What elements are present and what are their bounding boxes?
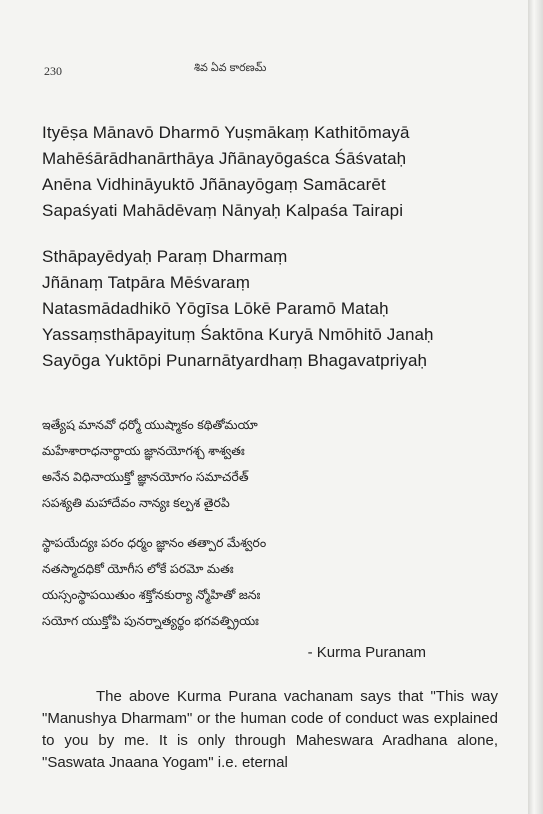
verse-line: Mahēśārādhanārthāya Jñānayōgaśca Śāśvataḥ [42, 149, 407, 168]
body-paragraph [42, 686, 498, 774]
verse-line: Sthāpayēdyaḥ Paraṃ Dharmaṃ [42, 247, 288, 266]
transliterated-verses [42, 120, 502, 374]
running-title: శివ ఏవ కారణమ్ [194, 62, 267, 74]
page-header [44, 64, 488, 84]
stanza-gap [42, 516, 502, 530]
telugu-verse-line: సయోగ యుక్తోపి పునర్నాత్యర్థం భగవత్ప్రియః [42, 614, 259, 628]
telugu-verse-line: నతస్మాదధికో యోగీస లోకే పరమో మతః [42, 562, 234, 576]
source-attribution: - Kurma Puranam [307, 644, 426, 661]
telugu-verse-line: అనేన విధినాయుక్తో జ్ఞానయోగం సమాచరేత్ [42, 470, 249, 484]
telugu-verse-line: స్థాపయేద్యః పరం ధర్మం జ్ఞానం తత్పార మేశ్వరం [42, 536, 267, 550]
verse-stanza-1 [42, 120, 502, 224]
telugu-verse-line: మహేశారాధనార్థాయ జ్ఞానయోగశ్చ శాశ్వతః [42, 444, 245, 458]
telugu-verses [42, 412, 502, 634]
verse-line: Natasmādadhikō Yōgīsa Lōkē Paramō Mataḥ [42, 299, 389, 318]
verse-line: Yassaṃsthāpayituṃ Śaktōna Kuryā Nmōhitō Janaḥ [42, 325, 434, 344]
telugu-verse-line: యస్సంస్థాపయితుం శక్తోనకుర్యా న్మోహితో జనః [42, 588, 261, 602]
verse-line: Ityēṣa Mānavō Dharmō Yuṣmākaṃ Kathitōmayā [42, 123, 410, 142]
page-edge [528, 0, 543, 814]
telugu-verse-line: ఇత్యేష మానవో ధర్మో యుష్మాకం కథితోమయా [42, 418, 258, 432]
verse-line: Jñānaṃ Tatpāra Mēśvaraṃ [42, 273, 250, 292]
verse-line: Sayōga Yuktōpi Punarnātyardhaṃ Bhagavatpriyaḥ [42, 351, 428, 370]
telugu-verse-line: సపశ్యతి మహాదేవం నాన్యః కల్పశ తైరపి [42, 496, 230, 510]
verse-line: Anēna Vidhināyuktō Jñānayōgaṃ Samācarēt [42, 175, 386, 194]
paragraph-text: The above Kurma Purana vachanam says that "This way "Manushya Dharmam" or the human code of conduct was explained to you by me. It is only through Maheswara Aradhana alone, "Saswata Jnaana Yogam" i.e. eternal [42, 688, 498, 771]
verse-stanza-2 [42, 244, 502, 374]
page-number: 230 [44, 64, 62, 78]
verse-line: Sapaśyati Mahādēvaṃ Nānyaḥ Kalpaśa Tairapi [42, 201, 404, 220]
